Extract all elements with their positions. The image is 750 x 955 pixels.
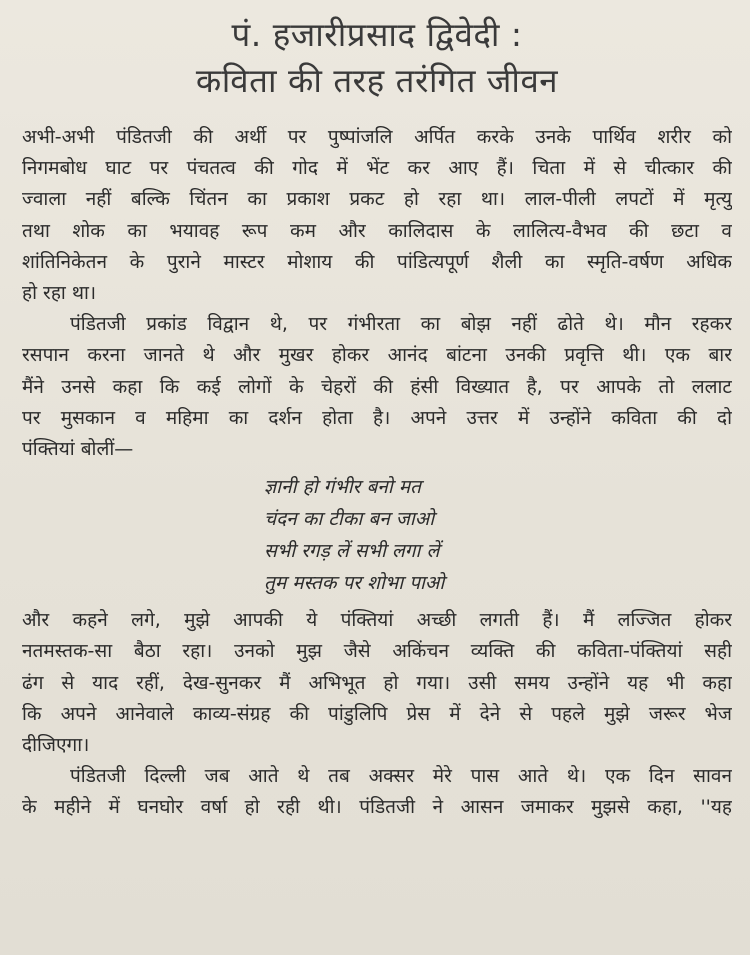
text-line: और कहने लगे, मुझे आपकी ये पंक्तियां अच्छी लगती हैं। मैं लज्जित होकर: [22, 609, 732, 632]
text-line: नतमस्तक-सा बैठा रहा। उनको मुझ जैसे अकिंचन व्यक्ति की कविता-पंक्तियां सही: [22, 640, 732, 663]
verse-line: चंदन का टीका बन जाओ: [264, 508, 435, 531]
text-line: रसपान करना जानते थे और मुखर होकर आनंद बांटना उनकी प्रवृत्ति थी। एक बार: [22, 344, 732, 367]
title-line-2: कविता की तरह तरंगित जीवन: [195, 61, 559, 100]
text-line: पंडितजी प्रकांड विद्वान थे, पर गंभीरता का बोझ नहीं ढोते थे। मौन रहकर: [70, 313, 732, 336]
text-line: ढंग से याद रहीं, देख-सुनकर मैं अभिभूत हो गया। उसी समय उन्होंने यह भी कहा: [22, 671, 732, 694]
text-line: ज्वाला नहीं बल्कि चिंतन का प्रकाश प्रकट हो रहा था। लाल-पीली लपटों में मृत्यु: [22, 188, 732, 211]
text-line: कि अपने आनेवाले काव्य-संग्रह की पांडुलिपि प्रेस में देने से पहले मुझे जरूर भेज: [22, 702, 732, 725]
text-line: पंक्तियां बोलीं—: [22, 438, 134, 461]
chapter-title: [22, 12, 732, 104]
verse-line: ज्ञानी हो गंभीर बनो मत: [264, 476, 421, 499]
text-line: पंडितजी दिल्ली जब आते थे तब अक्सर मेरे पास आते थे। एक दिन सावन: [70, 765, 732, 788]
paragraph-2: [22, 309, 732, 465]
text-line: पर मुसकान व महिमा का दर्शन होता है। अपने उत्तर में उन्होंने कविता की दो: [22, 406, 732, 429]
verse-block: [22, 471, 732, 599]
paragraph-4: [22, 761, 732, 823]
text-line: शांतिनिकेतन के पुराने मास्टर मोशाय की पांडित्यपूर्ण शैली का स्मृति-वर्षण अधिक: [22, 250, 732, 273]
text-line: निगमबोध घाट पर पंचतत्व की गोद में भेंट कर आए हैं। चिता में से चीत्कार की: [22, 157, 732, 180]
text-line: हो रहा था।: [22, 282, 97, 305]
text-line: के महीने में घनघोर वर्षा हो रही थी। पंडितजी ने आसन जमाकर मुझसे कहा, ''यह: [22, 796, 732, 819]
text-line: अभी-अभी पंडितजी की अर्थी पर पुष्पांजलि अर्पित करके उनके पार्थिव शरीर को: [22, 126, 732, 148]
verse-line: तुम मस्तक पर शोभा पाओ: [264, 572, 445, 595]
title-line-1: पं. हजारीप्रसाद द्विवेदी :: [231, 15, 523, 54]
text-line: मैंने उनसे कहा कि कई लोगों के चेहरों की हंसी विख्यात है, पर आपके तो ललाट: [22, 375, 732, 398]
paragraph-3: [22, 605, 732, 761]
text-line: दीजिएगा।: [22, 734, 90, 757]
paragraph-1: [22, 122, 732, 309]
verse-line: सभी रगड़ लें सभी लगा लें: [264, 540, 440, 563]
text-line: तथा शोक का भयावह रूप कम और कालिदास के लालित्य-वैभव की छटा व: [22, 219, 732, 242]
